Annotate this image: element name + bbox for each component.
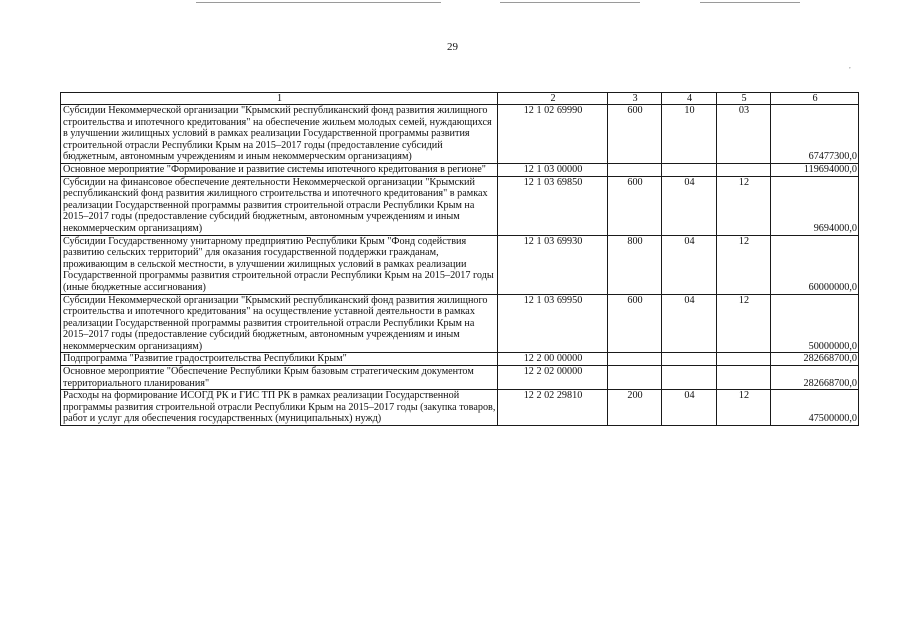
row-sum-cell: 50000000,0 — [771, 294, 859, 353]
header-cell: 3 — [608, 93, 662, 105]
row-col4-cell: 04 — [662, 294, 717, 353]
header-cell: 5 — [717, 93, 771, 105]
row-name-cell: Подпрограмма "Развитие градостроительства Республики Крым" — [61, 353, 498, 366]
table-row — [61, 366, 859, 390]
header-cell: 4 — [662, 93, 717, 105]
table-row — [61, 176, 859, 235]
row-col4-cell: 04 — [662, 235, 717, 294]
row-col3-cell: 600 — [608, 294, 662, 353]
table-row — [61, 353, 859, 366]
row-col5-cell: 12 — [717, 176, 771, 235]
page-number: 29 — [447, 41, 458, 53]
row-sum-cell: 119694000,0 — [771, 163, 859, 176]
row-name-cell: Субсидии Государственному унитарному предприятию Республики Крым "Фонд содействия развитию сельских территорий" для оказания государственной поддержки гражданам, проживающим в сельской местности, в улучшении жилищных условий в рамках реализации Государственной программы развития строительной отрасли Республики Крым на 2015–2017 годы (иные бюджетные ассигнования) — [61, 235, 498, 294]
row-sum-cell: 67477300,0 — [771, 105, 859, 164]
row-col4-cell: 04 — [662, 390, 717, 426]
row-name-cell: Субсидии на финансовое обеспечение деятельности Некоммерческой организации "Крымский республиканский фонд развития жилищного строительства и ипотечного кредитования" в рамках реализации Государственной программы развития строительной отрасли Республики Крым на 2015–2017 годы (предоставление субсидий бюджетным, автономным учреждениям и иным некоммерческим организациям) — [61, 176, 498, 235]
row-col5-cell: 12 — [717, 294, 771, 353]
row-code-cell: 12 1 03 69930 — [498, 235, 608, 294]
row-col4-cell: 10 — [662, 105, 717, 164]
row-sum-cell: 282668700,0 — [771, 366, 859, 390]
header-cell: 1 — [61, 93, 498, 105]
row-code-cell: 12 1 02 69990 — [498, 105, 608, 164]
scan-artifact-line — [500, 2, 640, 3]
row-name-cell: Субсидии Некоммерческой организации "Крымский республиканский фонд развития жилищного строительства и ипотечного кредитования" на осуществление уставной деятельности в рамках реализации Государственной программы развития строительной отрасли Республики Крым на 2015–2017 годы (предоставление субсидий бюджетным, автономным учреждениям и иным некоммерческим организациям) — [61, 294, 498, 353]
row-name-cell: Расходы на формирование ИСОГД РК и ГИС ТП РК в рамках реализации Государственной программы развития строительной отрасли Республики Крым на 2015–2017 годы (закупка товаров, работ и услуг для обеспечения государственных (муниципальных) нужд) — [61, 390, 498, 426]
row-code-cell: 12 2 02 00000 — [498, 366, 608, 390]
row-sum-cell: 47500000,0 — [771, 390, 859, 426]
row-code-cell: 12 1 03 69950 — [498, 294, 608, 353]
row-col5-cell — [717, 366, 771, 390]
row-col4-cell — [662, 163, 717, 176]
row-name-cell: Основное мероприятие "Обеспечение Республики Крым базовым стратегическим документом территориального планирования" — [61, 366, 498, 390]
row-col5-cell: 03 — [717, 105, 771, 164]
row-code-cell: 12 2 02 29810 — [498, 390, 608, 426]
scan-artifact-line — [196, 2, 441, 3]
row-code-cell: 12 1 03 69850 — [498, 176, 608, 235]
row-col3-cell — [608, 163, 662, 176]
row-name-cell: Основное мероприятие "Формирование и развитие системы ипотечного кредитования в регионе" — [61, 163, 498, 176]
row-col5-cell: 12 — [717, 390, 771, 426]
row-sum-cell: 282668700,0 — [771, 353, 859, 366]
row-col3-cell — [608, 366, 662, 390]
row-col4-cell — [662, 366, 717, 390]
row-col3-cell: 800 — [608, 235, 662, 294]
budget-table — [60, 92, 859, 426]
row-col5-cell — [717, 163, 771, 176]
table-row — [61, 105, 859, 164]
row-name-cell: Субсидии Некоммерческой организации "Крымский республиканский фонд развития жилищного строительства и ипотечного кредитования" на обеспечение жильем молодых семей, нуждающихся в улучшении жилищных условий в рамках реализации Государственной программы развития строительной отрасли Республики Крым на 2015–2017 годы (предоставление субсидий бюджетным, автономным учреждениям и иным некоммерческим организациям) — [61, 105, 498, 164]
header-cell: 6 — [771, 93, 859, 105]
table-row — [61, 294, 859, 353]
row-col3-cell — [608, 353, 662, 366]
row-code-cell: 12 1 03 00000 — [498, 163, 608, 176]
row-col3-cell: 600 — [608, 105, 662, 164]
row-code-cell: 12 2 00 00000 — [498, 353, 608, 366]
table-row — [61, 163, 859, 176]
table-body — [61, 93, 859, 426]
row-col4-cell — [662, 353, 717, 366]
row-sum-cell: 9694000,0 — [771, 176, 859, 235]
scan-mark: , — [849, 62, 851, 70]
row-col5-cell: 12 — [717, 235, 771, 294]
table-row — [61, 390, 859, 426]
row-col3-cell: 600 — [608, 176, 662, 235]
scan-artifact-line — [700, 2, 800, 3]
row-col4-cell: 04 — [662, 176, 717, 235]
row-col3-cell: 200 — [608, 390, 662, 426]
row-col5-cell — [717, 353, 771, 366]
header-cell: 2 — [498, 93, 608, 105]
row-sum-cell: 60000000,0 — [771, 235, 859, 294]
table-header-row — [61, 93, 859, 105]
table-row — [61, 235, 859, 294]
